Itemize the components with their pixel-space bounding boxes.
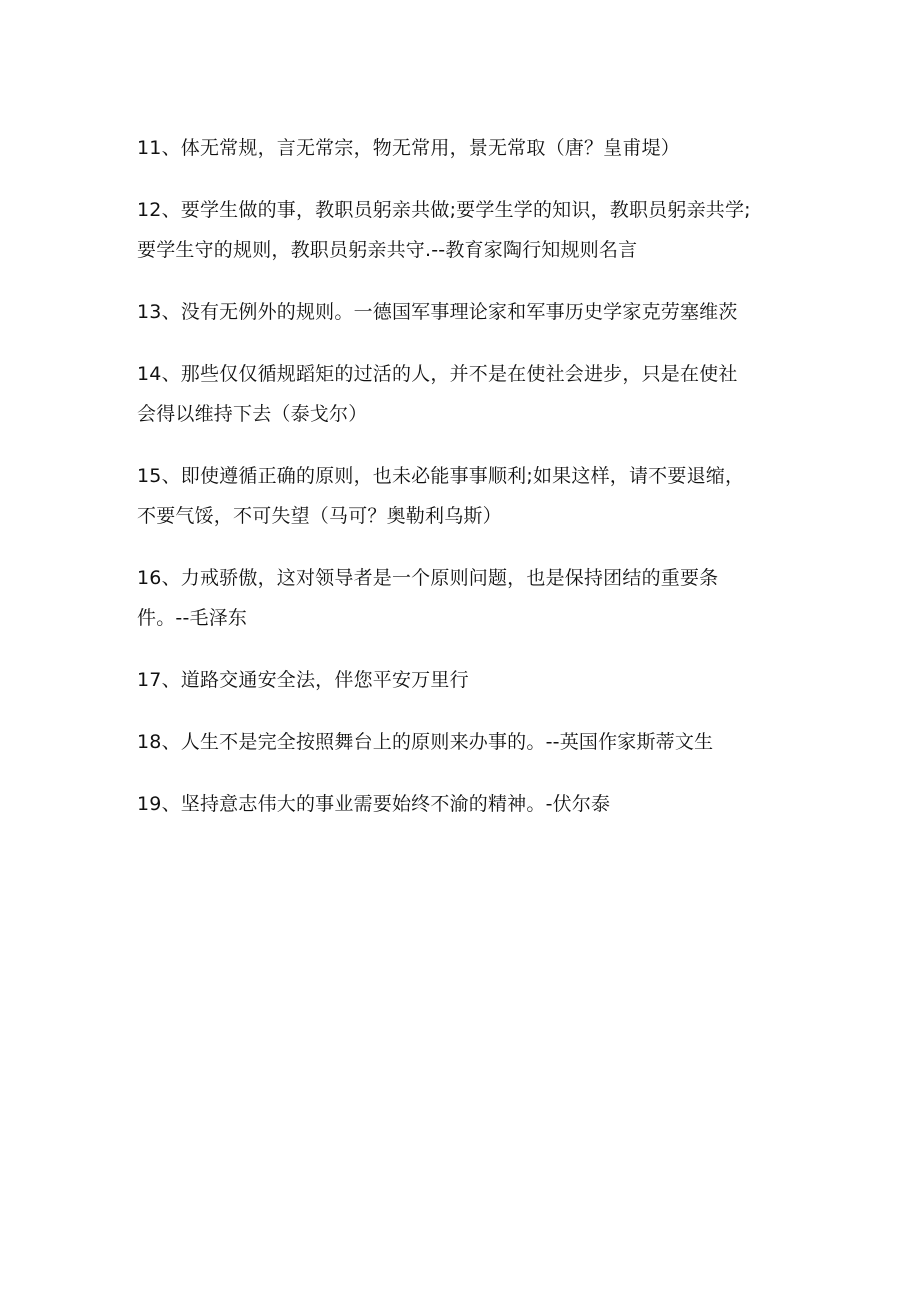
quote-line: 18、人生不是完全按照舞台上的原则来办事的。--英国作家斯蒂文生: [137, 731, 714, 753]
quote-item-12: [137, 190, 787, 270]
quote-item-17: [137, 660, 787, 700]
quote-item-16: [137, 558, 787, 638]
quote-line: 13、没有无例外的规则。一德国军事理论家和军事历史学家克劳塞维茨: [137, 301, 738, 323]
quote-line: 14、那些仅仅循规蹈矩的过活的人，并不是在使社会进步，只是在使社: [137, 363, 738, 385]
quote-item-11: [137, 128, 787, 168]
quote-line: 16、力戒骄傲，这对领导者是一个原则问题，也是保持团结的重要条: [137, 567, 719, 589]
quote-line: 15、即使遵循正确的原则，也未必能事事顺利;如果这样，请不要退缩，: [137, 465, 745, 487]
quote-item-13: [137, 292, 787, 332]
quote-line: 19、坚持意志伟大的事业需要始终不渝的精神。-伏尔泰: [137, 793, 611, 815]
quote-line: 件。--毛泽东: [137, 607, 248, 629]
quote-line: 12、要学生做的事，教职员躬亲共做;要学生学的知识，教职员躬亲共学;: [137, 199, 751, 221]
quote-line: 17、道路交通安全法，伴您平安万里行: [137, 669, 469, 691]
quote-line: 不要气馁，不可失望（马可？奥勒利乌斯）: [137, 505, 502, 527]
quote-line: 要学生守的规则，教职员躬亲共守.--教育家陶行知规则名言: [137, 239, 638, 261]
quote-line: 会得以维持下去（泰戈尔）: [137, 403, 368, 425]
quote-list: [137, 128, 787, 846]
quote-item-19: [137, 784, 787, 824]
quote-item-14: [137, 354, 787, 434]
quote-item-15: [137, 456, 787, 536]
quote-line: 11、体无常规，言无常宗，物无常用，景无常取（唐？皇甫堤）: [137, 137, 680, 159]
quote-item-18: [137, 722, 787, 762]
